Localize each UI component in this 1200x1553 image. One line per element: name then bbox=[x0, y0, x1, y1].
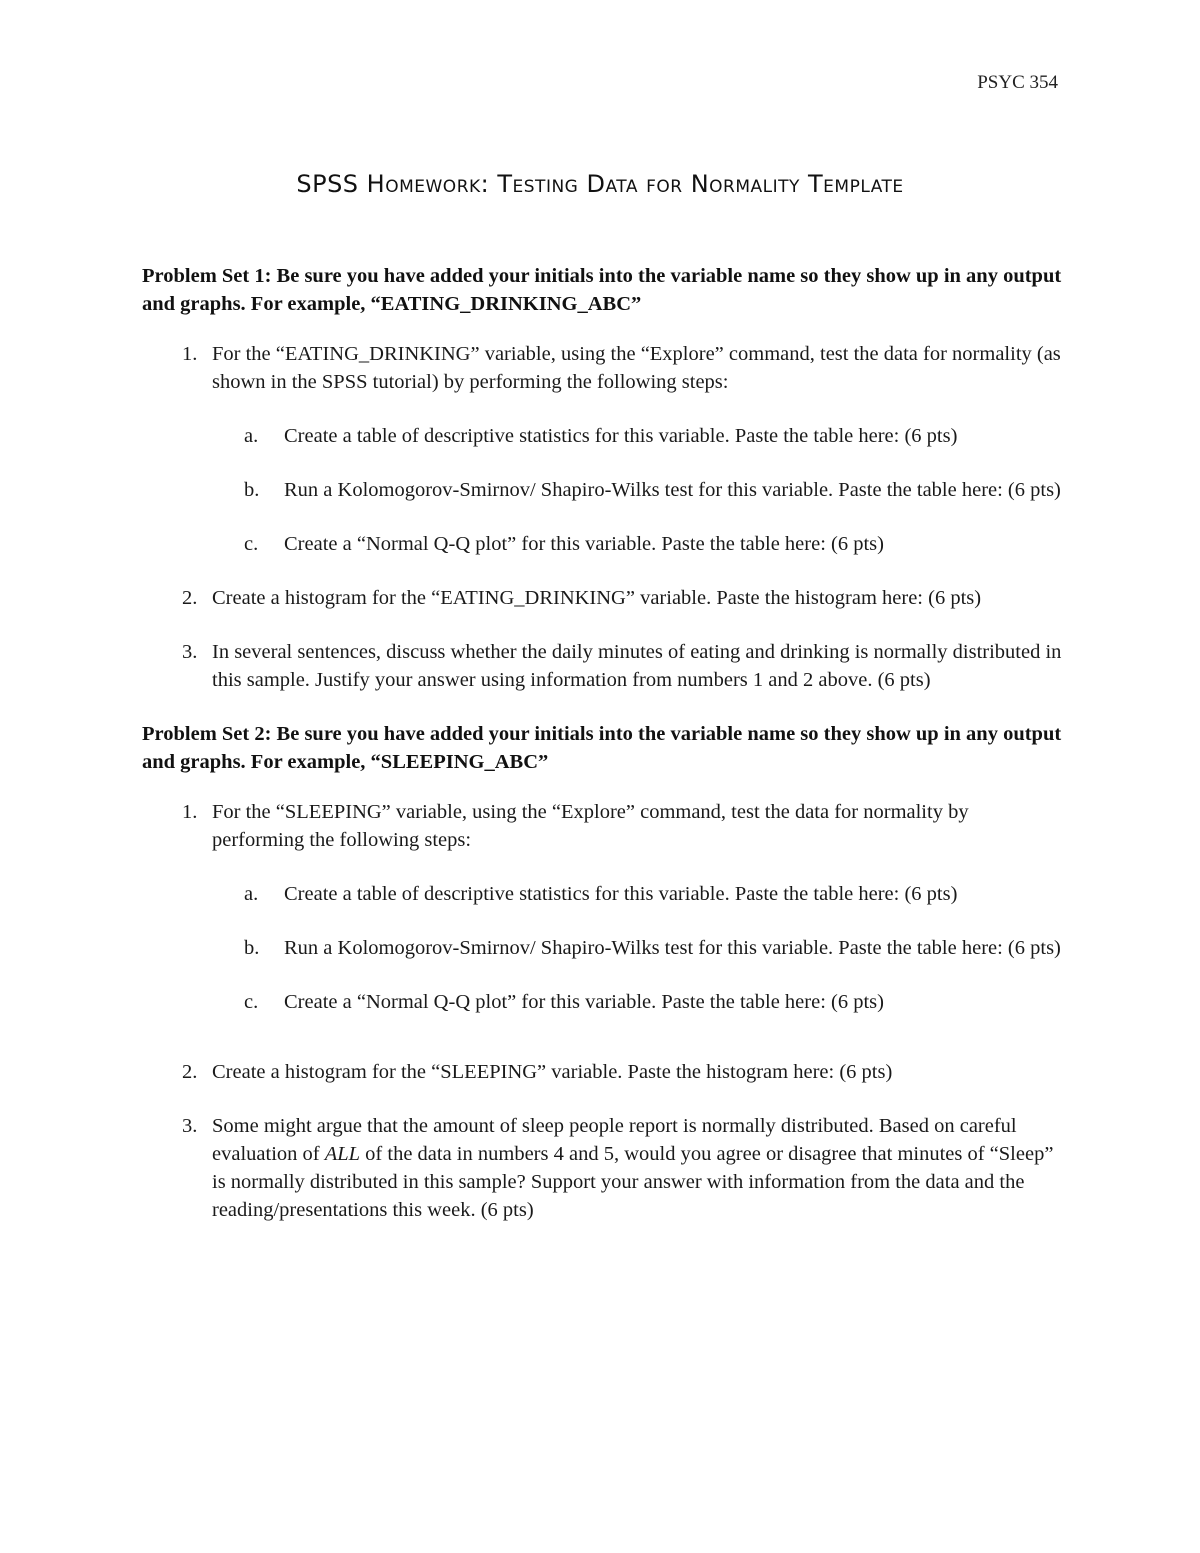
ps2-item-3 bbox=[142, 1112, 1062, 1224]
ps1-item-3 bbox=[142, 638, 1062, 694]
ps1-item-1c-text: Create a “Normal Q-Q plot” for this variable. Paste the table here: (6 pts) bbox=[284, 533, 884, 555]
ps2-item-1-text: For the “SLEEPING” variable, using the “Explore” command, test the data for normality by performing the following steps: bbox=[212, 801, 969, 851]
ps2-item-3-text-after: of the data in numbers 4 and 5, would you agree or disagree that minutes of “Sleep” is normally distributed in this sample? Support your answer with information from the data and the reading/presentations this week. (6 pts) bbox=[212, 1143, 1054, 1221]
ps2-item-3-number: 3. bbox=[182, 1115, 198, 1137]
ps2-item-1-number: 1. bbox=[182, 801, 198, 823]
ps2-item-3-text-before: Some might argue that the amount of sleep people report is normally distributed. Based on careful evaluation of bbox=[212, 1115, 1017, 1165]
ps1-item-2 bbox=[142, 584, 1062, 612]
ps1-item-1a-letter: a. bbox=[244, 425, 259, 447]
ps1-item-3-text: In several sentences, discuss whether the daily minutes of eating and drinking is normally distributed in this sample. Justify your answer using information from numbers 1 and 2 above. (6 pts) bbox=[212, 641, 1062, 691]
ps2-item-1a-letter: a. bbox=[244, 883, 259, 905]
course-code: PSYC 354 bbox=[977, 72, 1058, 93]
ps1-item-1a-text: Create a table of descriptive statistics for this variable. Paste the table here: (6 pts) bbox=[284, 425, 958, 447]
ps2-item-1b bbox=[212, 934, 1062, 962]
ps2-item-1a-text: Create a table of descriptive statistics for this variable. Paste the table here: (6 pts) bbox=[284, 883, 958, 905]
ps2-item-2 bbox=[142, 1058, 1062, 1086]
ps1-item-1a bbox=[212, 422, 1062, 450]
ps2-item-1b-text: Run a Kolomogorov-Smirnov/ Shapiro-Wilks test for this variable. Paste the table here: (6 pts) bbox=[284, 937, 1061, 959]
ps1-item-2-number: 2. bbox=[182, 587, 198, 609]
ps1-item-3-number: 3. bbox=[182, 641, 198, 663]
ps1-item-1b-letter: b. bbox=[244, 479, 260, 501]
ps2-item-1b-letter: b. bbox=[244, 937, 260, 959]
ps1-item-1b-text: Run a Kolomogorov-Smirnov/ Shapiro-Wilks test for this variable. Paste the table here: (6 pts) bbox=[284, 479, 1061, 501]
ps2-item-1a bbox=[212, 880, 1062, 908]
ps2-item-1 bbox=[142, 798, 1062, 1016]
document-body bbox=[142, 262, 1062, 1224]
ps2-item-2-number: 2. bbox=[182, 1061, 198, 1083]
ps2-item-1c bbox=[212, 988, 1062, 1016]
ps2-item-3-text bbox=[212, 1112, 1062, 1224]
ps2-item-1c-letter: c. bbox=[244, 991, 259, 1013]
ps1-item-1-text: For the “EATING_DRINKING” variable, using the “Explore” command, test the data for normality (as shown in the SPSS tutorial) by performing the following steps: bbox=[212, 343, 1061, 393]
document-title: SPSS Homework: Testing Data for Normality Template bbox=[296, 170, 904, 198]
ps1-item-2-text: Create a histogram for the “EATING_DRINKING” variable. Paste the histogram here: (6 pts) bbox=[212, 587, 982, 609]
ps2-item-1c-text: Create a “Normal Q-Q plot” for this variable. Paste the table here: (6 pts) bbox=[284, 991, 884, 1013]
ps1-item-1b bbox=[212, 476, 1062, 504]
problem-set-2-heading: Problem Set 2: Be sure you have added your initials into the variable name so they show up in any output and graphs. For example, “SLEEPING_ABC” bbox=[142, 723, 1062, 773]
problem-set-1-heading: Problem Set 1: Be sure you have added your initials into the variable name so they show up in any output and graphs. For example, “EATING_DRINKING_ABC” bbox=[142, 265, 1062, 315]
ps1-item-1-number: 1. bbox=[182, 343, 198, 365]
ps1-item-1c bbox=[212, 530, 1062, 558]
ps1-item-1c-letter: c. bbox=[244, 533, 259, 555]
ps2-item-3-emphasis: ALL bbox=[324, 1143, 361, 1165]
ps2-item-2-text: Create a histogram for the “SLEEPING” variable. Paste the histogram here: (6 pts) bbox=[212, 1061, 893, 1083]
ps1-item-1 bbox=[142, 340, 1062, 558]
